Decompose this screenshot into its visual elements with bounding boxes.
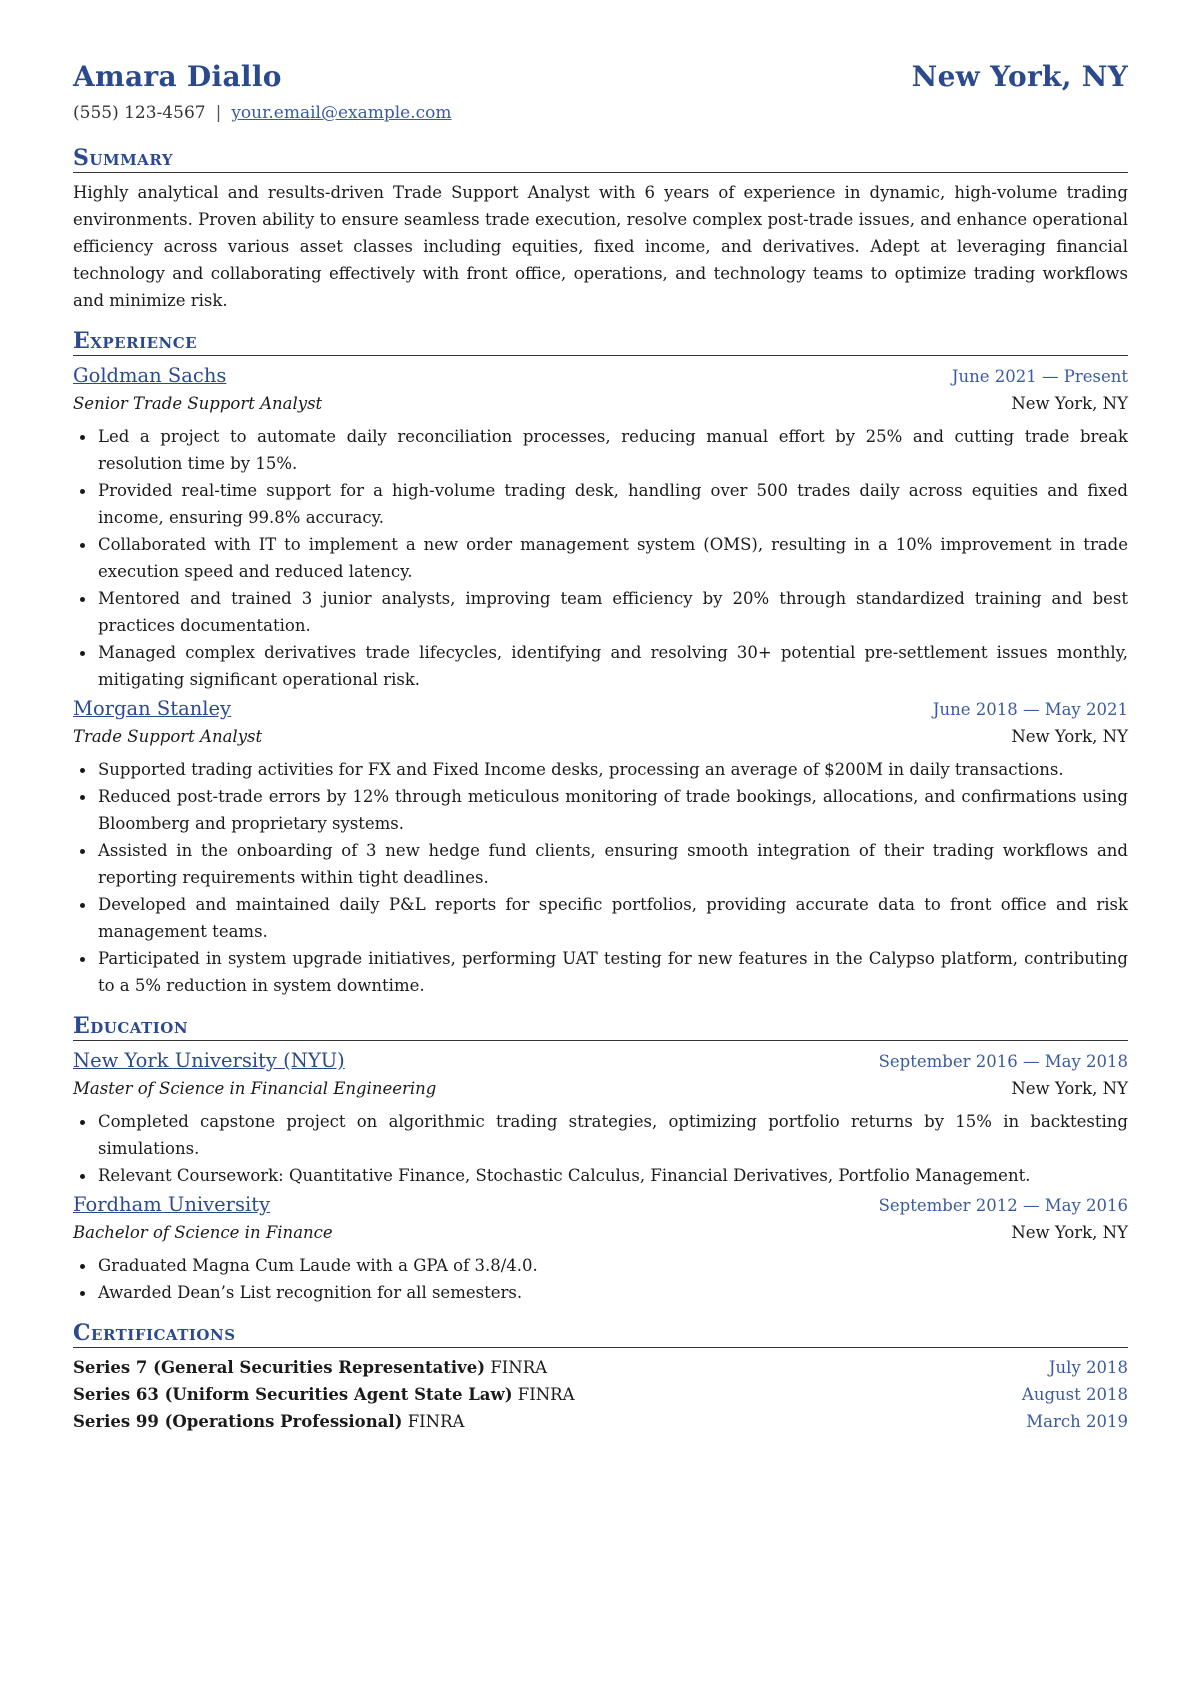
degree-title: Master of Science in Financial Engineering [73, 1079, 437, 1098]
entry-header [73, 362, 1128, 390]
achievement-item: Managed complex derivatives trade lifecycles, identifying and resolving 30+ potential pre-settlement issues monthly, mitigating significant operational risk. [98, 639, 1128, 693]
entry-subheader [73, 723, 1128, 750]
entry-header [73, 1191, 1128, 1219]
achievement-item: Developed and maintained daily P&L reports for specific portfolios, providing accurate data to front office and risk management teams. [98, 891, 1128, 945]
achievement-item: Led a project to automate daily reconciliation processes, reducing manual effort by 25% and cutting trade break resolution time by 15%. [98, 423, 1128, 477]
achievement-item: Supported trading activities for FX and Fixed Income desks, processing an average of $200M in daily transactions. [98, 756, 1128, 783]
certification-item [73, 1354, 1128, 1381]
certification-name: Series 7 (General Securities Representative) [73, 1358, 486, 1377]
email-link[interactable]: your.email@example.com [231, 103, 452, 123]
certification-name: Series 99 (Operations Professional) [73, 1412, 403, 1431]
experience-entry [73, 362, 1128, 693]
summary-heading: Summary [73, 145, 1128, 173]
certification-date: August 2018 [1021, 1385, 1128, 1404]
education-entry [73, 1191, 1128, 1306]
entry-subheader [73, 390, 1128, 417]
certification-date: March 2019 [1026, 1412, 1128, 1431]
certification-issuer: FINRA [517, 1385, 575, 1404]
job-location: New York, NY [1011, 727, 1128, 746]
certification-item [73, 1408, 1128, 1435]
certification-item [73, 1381, 1128, 1408]
experience-entry [73, 695, 1128, 999]
header-location: New York, NY [911, 60, 1128, 93]
resume-page [73, 60, 1128, 1435]
contact-separator: | [215, 103, 222, 123]
entry-header [73, 695, 1128, 723]
achievement-list [73, 756, 1128, 999]
education-detail-item: Completed capstone project on algorithmic trading strategies, optimizing portfolio returns by 15% in backtesting simulations. [98, 1108, 1128, 1162]
education-heading: Education [73, 1013, 1128, 1041]
candidate-name: Amara Diallo [73, 60, 282, 93]
achievement-item: Mentored and trained 3 junior analysts, improving team efficiency by 20% through standardized training and best practices documentation. [98, 585, 1128, 639]
education-entry [73, 1047, 1128, 1189]
achievement-item: Assisted in the onboarding of 3 new hedge fund clients, ensuring smooth integration of their trading workflows and reporting requirements within tight deadlines. [98, 837, 1128, 891]
job-location: New York, NY [1011, 394, 1128, 413]
employment-dates: June 2018 — May 2021 [932, 700, 1128, 719]
education-dates: September 2016 — May 2018 [878, 1052, 1128, 1071]
certification-issuer: FINRA [490, 1358, 548, 1377]
achievement-item: Collaborated with IT to implement a new order management system (OMS), resulting in a 10% improvement in trade execution speed and reduced latency. [98, 531, 1128, 585]
employer-name[interactable]: Goldman Sachs [73, 364, 227, 387]
experience-list [73, 362, 1128, 999]
entry-header [73, 1047, 1128, 1075]
job-title: Senior Trade Support Analyst [73, 394, 323, 413]
education-dates: September 2012 — May 2016 [878, 1196, 1128, 1215]
employment-dates: June 2021 — Present [951, 367, 1128, 386]
education-details [73, 1108, 1128, 1189]
achievement-item: Participated in system upgrade initiatives, performing UAT testing for new features in the Calypso platform, contributing to a 5% reduction in system downtime. [98, 945, 1128, 999]
certifications-heading: Certifications [73, 1320, 1128, 1348]
school-name[interactable]: New York University (NYU) [73, 1049, 345, 1072]
school-location: New York, NY [1011, 1079, 1128, 1098]
achievement-list [73, 423, 1128, 693]
employer-name[interactable]: Morgan Stanley [73, 697, 232, 720]
entry-subheader [73, 1219, 1128, 1246]
education-detail-item: Graduated Magna Cum Laude with a GPA of 3.8/4.0. [98, 1252, 1128, 1279]
education-details [73, 1252, 1128, 1306]
degree-title: Bachelor of Science in Finance [73, 1223, 333, 1242]
header [73, 60, 1128, 93]
job-title: Trade Support Analyst [73, 727, 263, 746]
education-list [73, 1047, 1128, 1306]
school-location: New York, NY [1011, 1223, 1128, 1242]
achievement-item: Provided real-time support for a high-volume trading desk, handling over 500 trades daily across equities and fixed income, ensuring 99.8% accuracy. [98, 477, 1128, 531]
certification-issuer: FINRA [407, 1412, 465, 1431]
certification-list [73, 1354, 1128, 1435]
certification-date: July 2018 [1048, 1358, 1128, 1377]
education-detail-item: Awarded Dean’s List recognition for all semesters. [98, 1279, 1128, 1306]
education-detail-item: Relevant Coursework: Quantitative Finance, Stochastic Calculus, Financial Derivatives, Portfolio Management. [98, 1162, 1128, 1189]
entry-subheader [73, 1075, 1128, 1102]
summary-text: Highly analytical and results-driven Trade Support Analyst with 6 years of experience in dynamic, high-volume trading environments. Proven ability to ensure seamless trade execution, resolve complex post-trade issues, and enhance operational efficiency across various asset classes including equities, fixed income, and derivatives. Adept at leveraging financial technology and collaborating effectively with front office, operations, and technology teams to optimize trading workflows and minimize risk. [73, 183, 1128, 310]
experience-heading: Experience [73, 328, 1128, 356]
certification-name: Series 63 (Uniform Securities Agent State Law) [73, 1385, 513, 1404]
phone-number: (555) 123-4567 [73, 103, 206, 123]
contact-line [73, 103, 1128, 123]
school-name[interactable]: Fordham University [73, 1193, 271, 1216]
achievement-item: Reduced post-trade errors by 12% through meticulous monitoring of trade bookings, allocations, and confirmations using Bloomberg and proprietary systems. [98, 783, 1128, 837]
